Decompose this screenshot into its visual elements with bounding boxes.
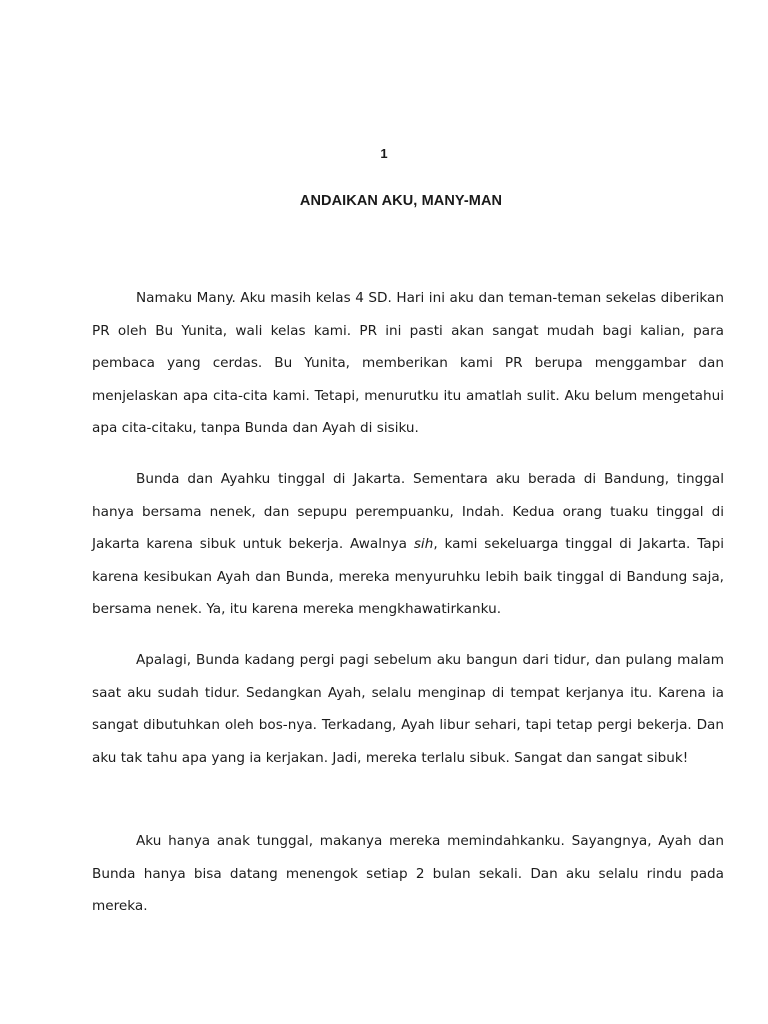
paragraph-text: Namaku Many. Aku masih kelas 4 SD. Hari ini aku dan teman-teman sekelas diberikan PR oleh Bu Yunita, wali kelas kami. PR ini pasti akan sangat mudah bagi kalian, para pembaca yang cerdas. Bu Yunita, memberikan kami PR berupa menggambar dan menjelaskan apa cita-cita kami. Tetapi, menurutku itu amatlah sulit. Aku belum mengetahui apa cita-citaku, tanpa Bunda dan Ayah di sisiku.	[92, 290, 724, 436]
page-number: 1	[380, 146, 388, 161]
paragraph-4	[92, 825, 724, 923]
italic-word: sih	[413, 536, 434, 552]
paragraph-text: Apalagi, Bunda kadang pergi pagi sebelum aku bangun dari tidur, dan pulang malam saat aku sudah tidur. Sedangkan Ayah, selalu menginap di tempat kerjanya itu. Karena ia sangat dibutuhkan oleh bos-nya. Terkadang, Ayah libur sehari, tapi tetap pergi bekerja. Dan aku tak tahu apa yang ia kerjakan. Jadi, mereka terlalu sibuk. Sangat dan sangat sibuk!	[92, 652, 724, 766]
chapter-title: ANDAIKAN AKU, MANY-MAN	[299, 193, 503, 209]
paragraph-1	[92, 282, 724, 445]
paragraph-text: Bunda dan Ayahku tinggal di Jakarta. Sementara aku berada di Bandung, tinggal hanya bersama nenek, dan sepupu perempuanku, Indah. Kedua orang tuaku tinggal di Jakarta karena sibuk untuk bekerja. Awalnya	[92, 471, 724, 552]
paragraph-text: , kami sekeluarga tinggal di Jakarta. Tapi karena kesibukan Ayah dan Bunda, mereka menyuruhku lebih baik tinggal di Bandung saja, bersama nenek. Ya, itu karena mereka mengkhawatirkanku.	[92, 536, 724, 617]
paragraph-text: Aku hanya anak tunggal, makanya mereka memindahkanku. Sayangnya, Ayah dan Bunda hanya bisa datang menengok setiap 2 bulan sekali. Dan aku selalu rindu pada mereka.	[92, 833, 724, 914]
paragraph-2	[92, 463, 724, 626]
paragraph-3	[92, 644, 724, 774]
